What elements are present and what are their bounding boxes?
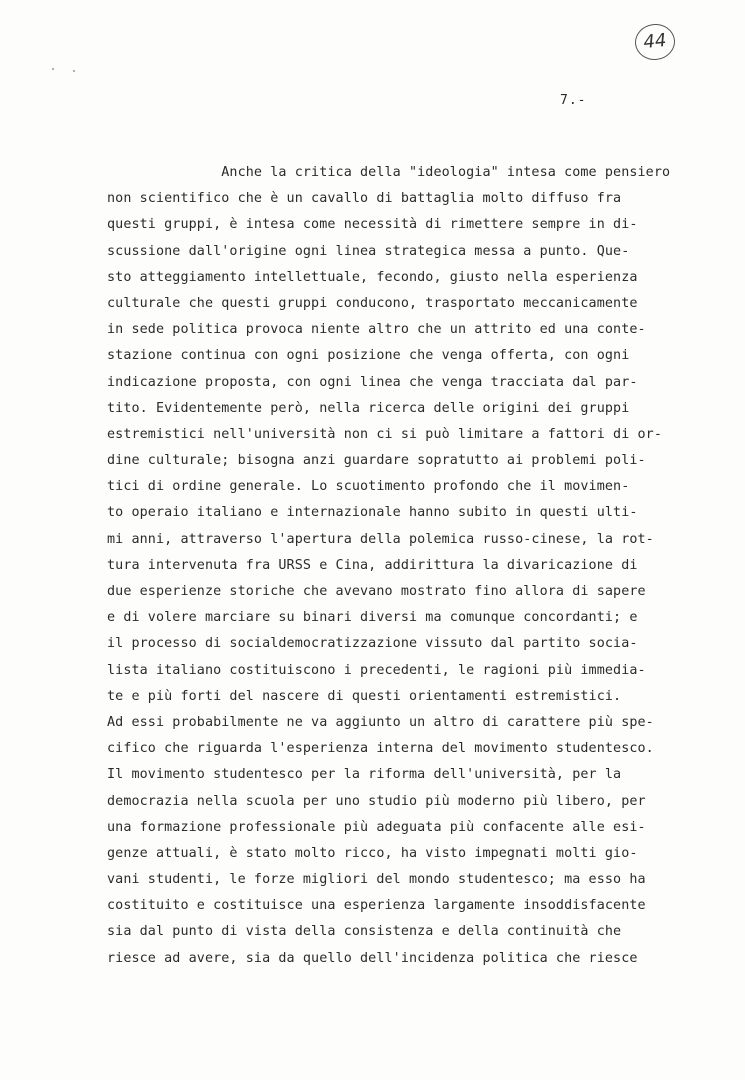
text-line: il processo di socialdemocratizzazione vissuto dal partito socia- — [107, 636, 638, 652]
text-line: in sede politica provoca niente altro che un attrito ed una conte- — [107, 322, 646, 338]
text-line: vani studenti, le forze migliori del mondo studentesco; ma esso ha — [107, 872, 646, 888]
text-line: sia dal punto di vista della consistenza e della continuità che — [107, 924, 622, 940]
page-number: 7.- — [560, 93, 587, 108]
page-stamp: 44 — [633, 22, 677, 62]
body-text — [107, 160, 697, 972]
text-line: dine culturale; bisogna anzi guardare sopratutto ai problemi poli- — [107, 453, 646, 469]
text-line: Il movimento studentesco per la riforma dell'università, per la — [107, 767, 622, 783]
text-line: lista italiano costituiscono i precedenti, le ragioni più immedia- — [107, 662, 646, 678]
text-line: tici di ordine generale. Lo scuotimento profondo che il movimen- — [107, 479, 630, 495]
text-line: stazione continua con ogni posizione che venga offerta, con ogni — [107, 348, 630, 364]
text-line: Anche la critica della "ideologia" intesa come pensiero — [107, 165, 671, 180]
text-line: tito. Evidentemente però, nella ricerca delle origini dei gruppi — [107, 400, 630, 416]
text-line: una formazione professionale più adeguata più confacente alle esi- — [107, 819, 646, 835]
text-line: democrazia nella scuola per uno studio più moderno più libero, per — [107, 793, 646, 809]
text-line: genze attuali, è stato molto ricco, ha visto impegnati molti gio- — [107, 845, 638, 861]
scan-speck — [73, 70, 75, 72]
text-line: e di volere marciare su binari diversi ma comunque concordanti; e — [107, 610, 638, 626]
text-line: cifico che riguarda l'esperienza interna del movimento studentesco. — [107, 741, 654, 757]
text-line: questi gruppi, è intesa come necessità di rimettere sempre in di- — [107, 217, 638, 233]
text-line: to operaio italiano e internazionale hanno subito in questi ulti- — [107, 505, 638, 521]
text-line: culturale che questi gruppi conducono, trasportato meccanicamente — [107, 295, 638, 311]
scan-speck — [52, 68, 54, 70]
text-line: tura intervenuta fra URSS e Cina, addirittura la divaricazione di — [107, 557, 638, 573]
text-line: due esperienze storiche che avevano mostrato fino allora di sapere — [107, 584, 646, 599]
text-line: estremistici nell'università non ci si può limitare a fattori di or- — [107, 426, 663, 442]
text-line: riesce ad avere, sia da quello dell'incidenza politica che riesce — [107, 950, 638, 966]
text-line: mi anni, attraverso l'apertura della polemica russo-cinese, la rot- — [107, 531, 654, 547]
text-line: scussione dall'origine ogni linea strategica messa a punto. Que- — [107, 243, 630, 259]
text-line: sto atteggiamento intellettuale, fecondo, giusto nella esperienza — [107, 269, 638, 285]
text-line: non scientifico che è un cavallo di battaglia molto diffuso fra — [107, 191, 622, 207]
text-line: costituito e costituisce una esperienza largamente insoddisfacente — [107, 898, 646, 914]
text-line: Ad essi probabilmente ne va aggiunto un altro di carattere più spe- — [107, 714, 654, 730]
text-line: indicazione proposta, con ogni linea che venga tracciata dal par- — [107, 374, 638, 390]
text-line: te e più forti del nascere di questi orientamenti estremistici. — [107, 688, 622, 704]
